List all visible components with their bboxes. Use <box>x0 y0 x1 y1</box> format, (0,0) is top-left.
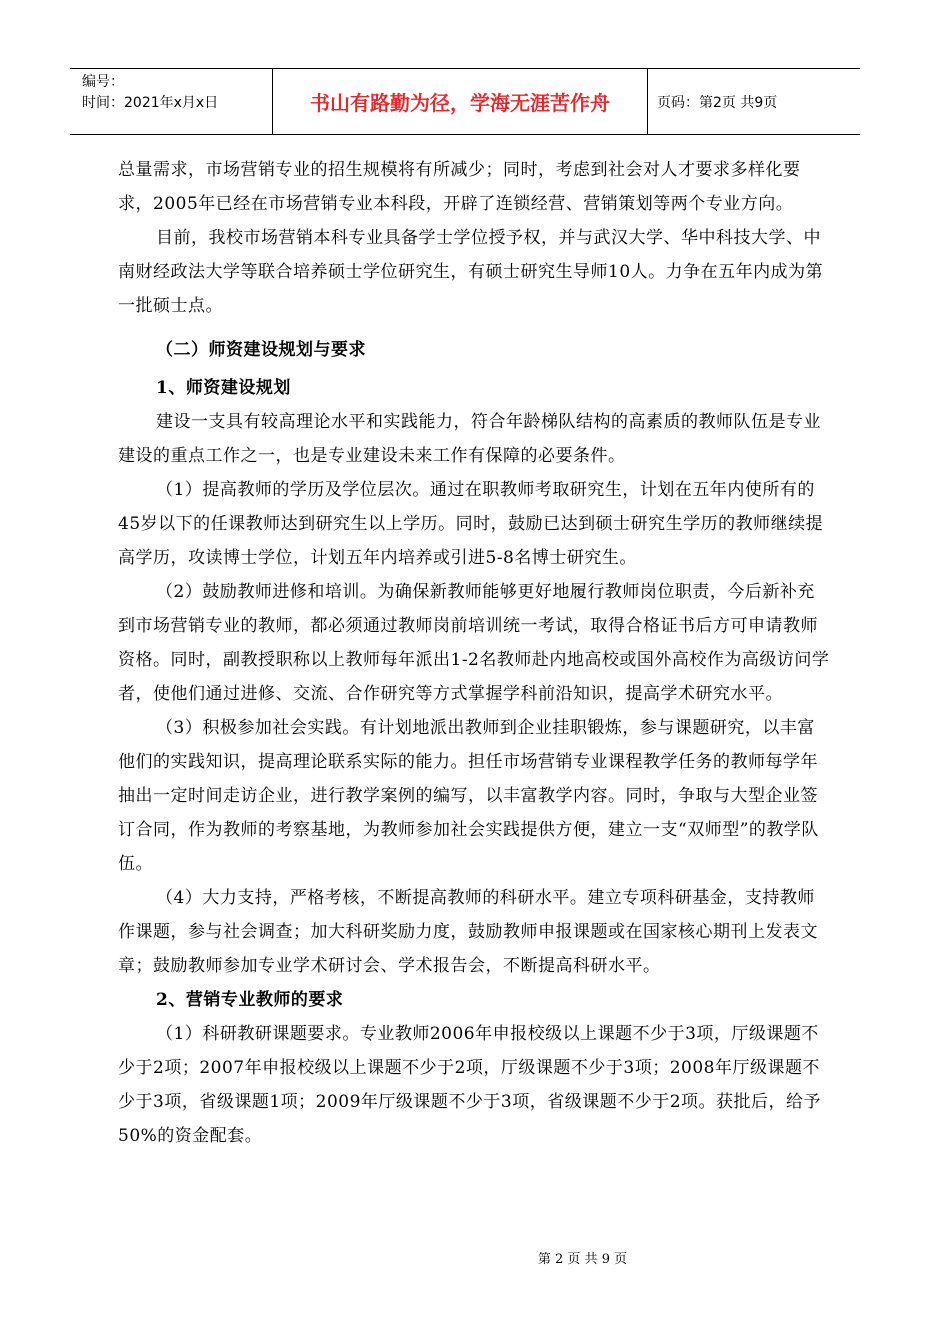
header-page-info: 页码：第2页 共9页 <box>657 94 778 111</box>
page-header <box>70 68 860 135</box>
page-footer: 第 2 页 共 9 页 <box>537 1252 628 1267</box>
subsection-heading: 1、师资建设规划 <box>156 378 291 398</box>
section-heading: （二）师资建设规划与要求 <box>156 340 366 360</box>
header-motto: 书山有路勤为径，学海无涯苦作舟 <box>273 69 648 134</box>
subsection-heading: 2、营销专业教师的要求 <box>156 990 344 1010</box>
paragraph: （3）积极参加社会实践。有计划地派出教师到企业挂职锻炼，参与课题研究，以丰富他们的实践知识，提高理论联系实际的能力。担任市场营销专业课程教学任务的教师每学年抽出一定时间走访企业，进行教学案例的编写，以丰富教学内容。同时，争取与大型企业签订合同，作为教师的考察基地，为教师参加社会实践提供方便，建立一支“双师型”的教学队伍。 <box>118 718 819 874</box>
paragraph: 总量需求，市场营销专业的招生规模将有所减少；同时，考虑到社会对人才要求多样化要求，2005年已经在市场营销专业本科段，开辟了连锁经营、营销策划等两个专业方向。 <box>118 160 801 214</box>
paragraph: （2）鼓励教师进修和培训。为确保新教师能够更好地履行教师岗位职责，今后新补充到市场营销专业的教师，都必须通过教师岗前培训统一考试，取得合格证书后方可申请教师资格。同时，副教授职称以上教师每年派出1-2名教师赴内地高校或国外高校作为高级访问学者，使他们通过进修、交流、合作研究等方式掌握学科前沿知识，提高学术研究水平。 <box>118 582 830 704</box>
paragraph: （4）大力支持，严格考核，不断提高教师的科研水平。建立专项科研基金，支持教师作课题，参与社会调查；加大科研奖励力度，鼓励教师申报课题或在国家核心期刊上发表文章；鼓励教师参加专业学术研讨会、学术报告会，不断提高科研水平。 <box>118 888 818 976</box>
paragraph: 建设一支具有较高理论水平和实践能力，符合年龄梯队结构的高素质的教师队伍是专业建设的重点工作之一，也是专业建设未来工作有保障的必要条件。 <box>118 412 821 466</box>
paragraph: （1）提高教师的学历及学位层次。通过在职教师考取研究生，计划在五年内使所有的45岁以下的任课教师达到研究生以上学历。同时，鼓励已达到硕士研究生学历的教师继续提高学历，攻读博士学位，计划五年内培养或引进5-8名博士研究生。 <box>118 480 824 568</box>
paragraph: 目前，我校市场营销本科专业具备学士学位授予权，并与武汉大学、华中科技大学、中南财经政法大学等联合培养硕士学位研究生，有硕士研究生导师10人。力争在五年内成为第一批硕士点。 <box>118 228 824 316</box>
header-meta <box>70 69 273 134</box>
document-time: 时间：2021年x月x日 <box>82 95 219 111</box>
document-body <box>118 153 830 1153</box>
paragraph: （1）科研教研课题要求。专业教师2006年申报校级以上课题不少于3项，厅级课题不少于2项；2007年申报校级以上课题不少于2项，厅级课题不少于3项；2008年厅级课题不少于3项，省级课题1项；2009年厅级课题不少于3项，省级课题不少于2项。获批后，给予50%的资金配套。 <box>118 1024 822 1146</box>
document-number-label: 编号： <box>82 74 124 90</box>
